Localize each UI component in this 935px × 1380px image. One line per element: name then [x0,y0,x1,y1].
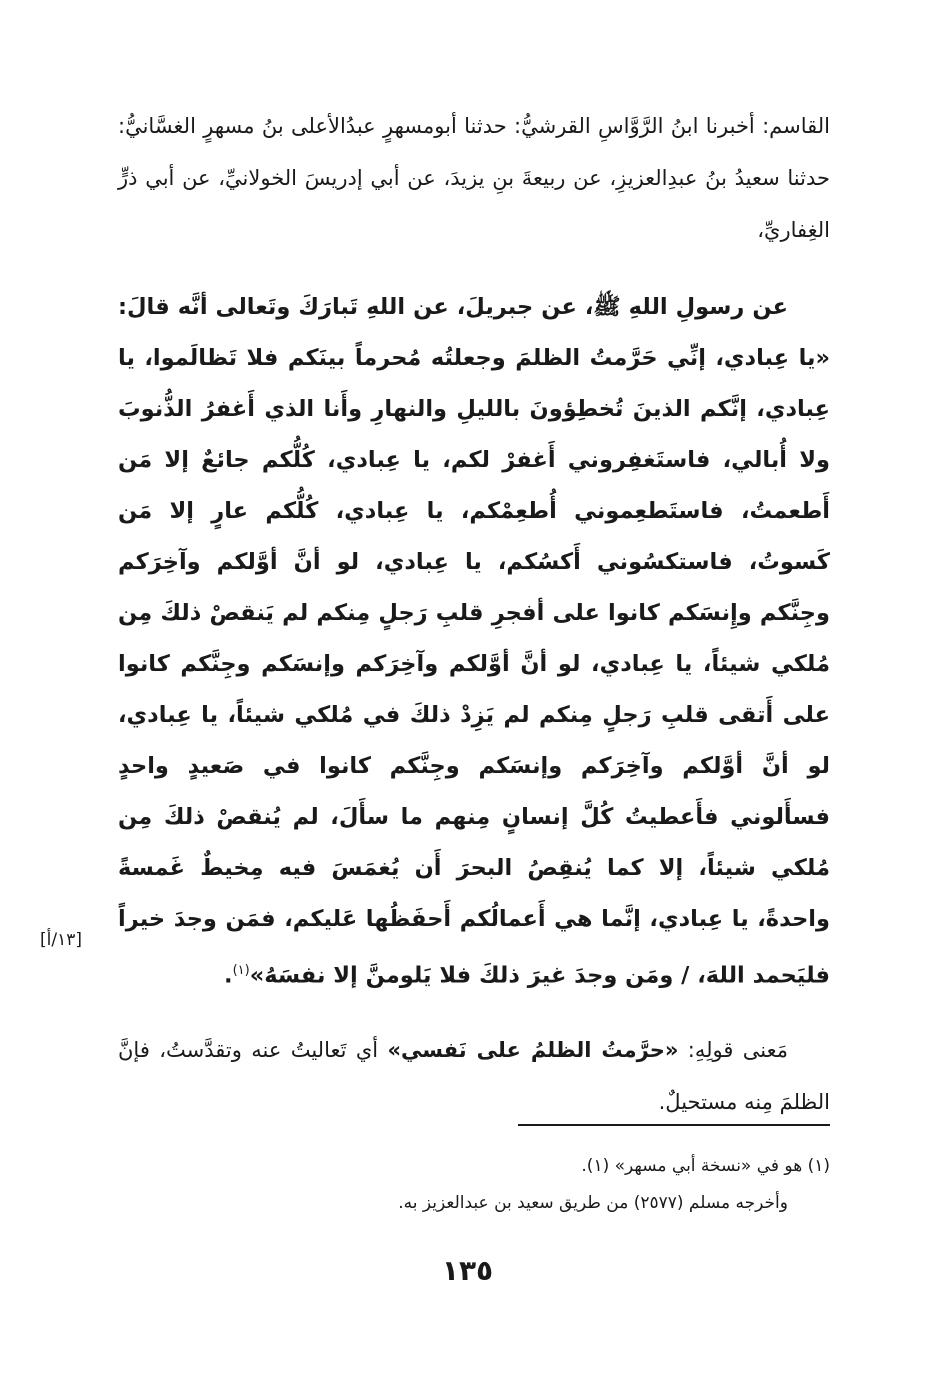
page-number: ١٣٥ [441,1254,494,1287]
hadith-text: عن رسولِ اللهِ ﷺ، عن جبريلَ، عن اللهِ تَبارَكَ وتَعالى أنَّه قالَ: «يا عِبادي، إنِّي حَرَّمتُ الظلمَ وجعلتُه مُحرماً بينَكم فلا تَظالَموا، يا عِبادي، إنَّكم الذينَ تُخطِؤونَ بالليلِ والنهارِ وأَنا الذي أَغفرُ الذُّنوبَ ولا أُبالي، فاستَغفِروني أَغفرْ لكم، يا عِبادي، كُلُّكم جائعٌ إلا مَن أَطعمتُ، فاستَطعِموني أُطعِمْكم، يا عِبادي، كُلُّكم عارٍ إلا مَن كَسوتُ، فاستكسُوني أَكسُكم، يا عِبادي، لو أنَّ أوَّلكم وآخِرَكم وجِنَّكم وإِنسَكم كانوا على أفجرِ قلبِ رَجلٍ مِنكم لم يَنقصْ ذلكَ مِن مُلكي شيئاً، يا عِبادي، لو أنَّ أوَّلكم وآخِرَكم وإنسَكم وجِنَّكم كانوا على أَتقى قلبِ رَجلٍ مِنكم لم يَزِدْ ذلكَ في مُلكي شيئاً، يا عِبادي، لو أنَّ أوَّلكم وآخِرَكم وإنسَكم وجِنَّكم كانوا في صَعيدٍ واحدٍ فسأَلوني فأَعطيتُ كُلَّ إنسانٍ مِنهم ما سأَلَ، لم يُنقصْ ذلكَ مِن مُلكي شيئاً، إلا كما يُنقِصُ البحرَ أَن يُغمَسَ فيه مِخيطٌ غَمسةً واحدةً، يا عِبادي، إنَّما هي أَعمالُكم أَحفَظُها عَليكم، فمَن وجدَ خيراً فليَحمد اللهَ، / ومَن وجدَ غيرَ ذلكَ فلا يَلومنَّ إلا نفسَهُ» [118,294,830,989]
footnote-1: (١) هو في «نسخة أبي مسهر» (١). [581,1156,830,1176]
explanation-quote: «حرَّمتُ الظلمُ على نَفسي» [387,1037,679,1062]
footnote-marker[interactable]: (١) [232,963,250,978]
footnote-1-continuation: وأخرجه مسلم (٢٥٧٧) من طريق سعيد بن عبدالعزيز به. [398,1193,788,1213]
main-text-block [118,100,830,1128]
footnotes-section [118,1148,830,1222]
explanation-paragraph [118,1024,830,1128]
hadith-paragraph: عن رسولِ اللهِ ﷺ، عن جبريلَ، عن اللهِ تَبارَكَ وتَعالى أنَّه قالَ: «يا عِبادي، إنِّي حَرَّمتُ الظلمَ وجعلتُه مُحرماً بينَكم فلا تَظالَموا، يا عِبادي، إنَّكم الذينَ تُخطِؤونَ بالليلِ والنهارِ وأَنا الذي أَغفرُ الذُّنوبَ ولا أُبالي، فاستَغفِروني أَغفرْ لكم، يا عِبادي، كُلُّكم جائعٌ إلا مَن أَطعمتُ، فاستَطعِموني أُطعِمْكم، يا عِبادي، كُلُّكم عارٍ إلا مَن كَسوتُ، فاستكسُوني أَكسُكم، يا عِبادي، لو أنَّ أوَّلكم وآخِرَكم وجِنَّكم وإِنسَكم كانوا على أفجرِ قلبِ رَجلٍ مِنكم لم يَنقصْ ذلكَ مِن مُلكي شيئاً، يا عِبادي، لو أنَّ أوَّلكم وآخِرَكم وإنسَكم وجِنَّكم كانوا على أَتقى قلبِ رَجلٍ مِنكم لم يَزِدْ ذلكَ في مُلكي شيئاً، يا عِبادي، لو أنَّ أوَّلكم وآخِرَكم وإنسَكم وجِنَّكم كانوا في صَعيدٍ واحدٍ فسأَلوني فأَعطيتُ كُلَّ إنسانٍ مِنهم ما سأَلَ، لم يُنقصْ ذلكَ مِن مُلكي شيئاً، إلا كما يُنقِصُ البحرَ أَن يُغمَسَ فيه مِخيطٌ غَمسةً واحدةً، يا عِبادي، إنَّما هي أَعمالُكم أَحفَظُها عَليكم، فمَن وجدَ خيراً فليَحمد اللهَ، / ومَن وجدَ غيرَ ذلكَ فلا يَلومنَّ إلا نفسَهُ»$^{(١)}$. [118,294,830,989]
footnote-divider [518,1124,830,1126]
manuscript-folio-reference: [١٣/أ] [40,930,82,950]
isnad-paragraph: القاسم: أخبرنا ابنُ الرَّوَّاسِ القرشيُّ: حدثنا أبومسهرٍ عبدُالأعلى بنُ مسهرٍ الغسَّانيُّ: حدثنا سعيدُ بنُ عبدِالعزيزِ، عن ربيعةَ بنِ يزيدَ، عن أبي إدريسَ الخولانيِّ، عن أبي ذرٍّ الغِفاريِّ، [118,114,830,242]
explanation-rest: أي تَعاليتُ عنه وتقدَّستُ، فإنَّ الظلمَ مِنه مستحيلٌ. [118,1037,830,1114]
explanation-lead: مَعنى قولِهِ: [678,1037,788,1062]
